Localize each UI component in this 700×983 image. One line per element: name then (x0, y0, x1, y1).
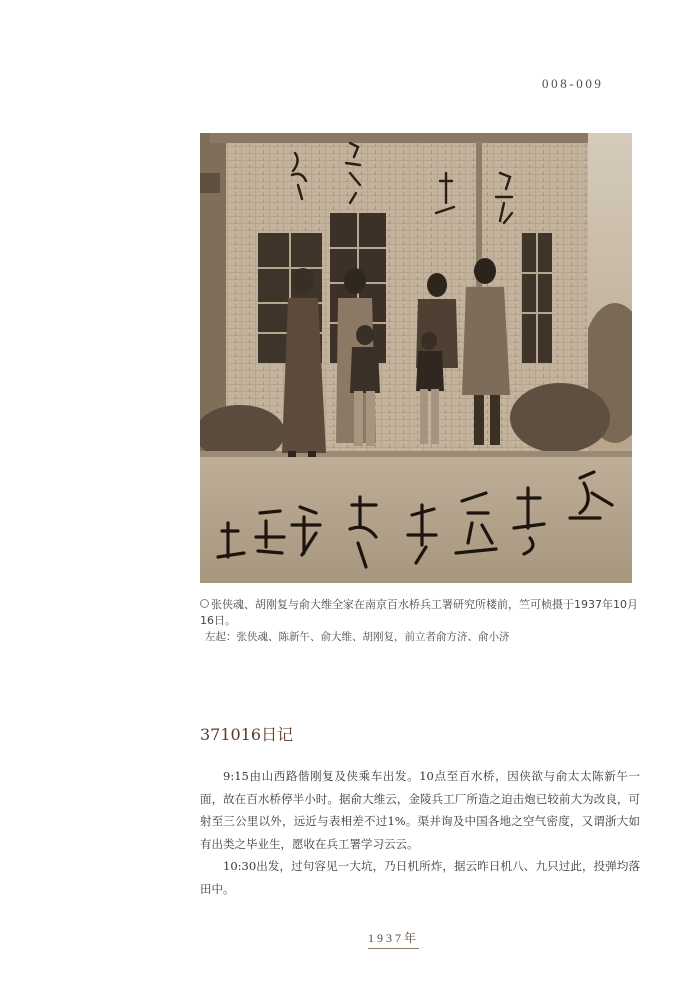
diary-title: 371016日记 (200, 725, 294, 744)
diary-body (200, 765, 640, 900)
page-number: 008-009 (542, 76, 604, 91)
diary-paragraph: 9:15由山西路偕刚复及侠乘车出发。10点至百水桥，因侠欲与俞太太陈新午一面，故在百水桥停半小时。据俞大维云，金陵兵工厂所造之迫击炮已较前大为改良，可射至三公里以外，远近与表相差不过1%。渠并询及中国各地之空气密度，又谓浙大如有出类之毕业生，愿收在兵工署学习云云。 (200, 769, 640, 851)
historical-photo (200, 133, 632, 583)
photo-caption (200, 597, 640, 629)
diary-paragraph: 10:30出发，过句容见一大坑，乃日机所炸，据云昨日机八、九只过此，投弹均落田中。 (200, 859, 640, 896)
caption-text: 张侠魂、胡刚复与俞大维全家在南京百水桥兵工署研究所楼前，竺可桢摄于1937年10月16日。 (200, 598, 638, 627)
bullet-icon (200, 599, 209, 608)
footer-year: 1937年 (368, 929, 419, 949)
caption-credit: 左起：张侠魂、陈新午、俞大维、胡刚复，前立者俞方济、俞小济 (205, 631, 510, 643)
